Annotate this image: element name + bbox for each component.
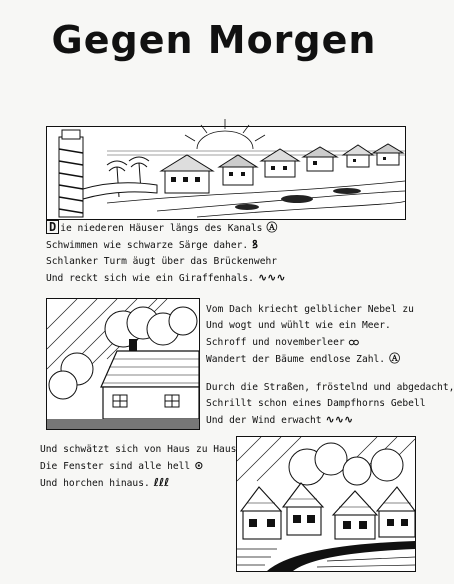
stanza-2-line-1: [206, 302, 414, 318]
stanza-1-line-1: [46, 220, 286, 237]
stanza-4: [40, 442, 236, 492]
drop-cap: D: [46, 220, 59, 234]
line-text: Durch die Straßen, fröstelnd und abgedacht,: [206, 382, 454, 393]
stanza-3: [206, 380, 454, 429]
line-text: Die Fenster sind alle hell: [40, 461, 191, 472]
canal-village-drawing: [47, 127, 405, 219]
ornament-icon: Ⓐ: [389, 352, 401, 365]
stanza-1-line-2: [46, 237, 286, 254]
stanza-1: [46, 220, 286, 287]
line-text: Und horchen hinaus.: [40, 478, 150, 489]
street-houses-drawing: [237, 437, 415, 571]
ornament-icon: ⊙: [194, 459, 204, 472]
line-text: Und schwätzt sich von Haus zu Haus: [40, 444, 237, 455]
stanza-1-line-4: [46, 270, 286, 287]
stanza-4-line-1: [40, 442, 236, 458]
ornament-icon: ℓℓℓ: [153, 476, 170, 489]
illustration-foggy-cottage: [46, 298, 200, 430]
stanza-2-line-2: [206, 318, 414, 334]
line-text: ie niederen Häuser längs des Kanals: [60, 223, 263, 234]
line-text: Schwimmen wie schwarze Särge daher.: [46, 240, 249, 251]
stanza-3-line-2: [206, 396, 454, 412]
ornament-icon: ꝸ: [252, 238, 258, 251]
ornament-icon: ထ: [348, 335, 360, 348]
line-text: Vom Dach kriecht gelblicher Nebel zu: [206, 304, 414, 315]
line-text: Schroff und novemberleer: [206, 337, 345, 348]
stanza-3-line-1: [206, 380, 454, 396]
foggy-cottage-drawing: [47, 299, 199, 429]
ornament-icon: ∿∿∿: [257, 271, 286, 284]
line-text: Schlanker Turm äugt über das Brückenwehr: [46, 256, 278, 267]
stanza-1-line-3: [46, 254, 286, 270]
ornament-icon: Ⓐ: [266, 221, 278, 234]
stanza-2-line-3: [206, 334, 414, 351]
ornament-icon: ∿∿∿: [325, 413, 354, 426]
stanza-2-line-4: [206, 351, 414, 368]
line-text: Und reckt sich wie ein Giraffenhals.: [46, 273, 254, 284]
illustration-street-houses: [236, 436, 416, 572]
line-text: Schrillt schon eines Dampfhorns Gebell: [206, 398, 426, 409]
line-text: Wandert der Bäume endlose Zahl.: [206, 354, 386, 365]
stanza-3-line-3: [206, 412, 454, 429]
stanza-4-line-2: [40, 458, 236, 475]
line-text: Und der Wind erwacht: [206, 415, 322, 426]
stanza-2: [206, 302, 414, 368]
poem-title: Gegen Morgen: [51, 18, 377, 62]
line-text: Und wogt und wühlt wie ein Meer.: [206, 320, 391, 331]
stanza-4-line-3: [40, 475, 236, 492]
illustration-canal-village: [46, 126, 406, 220]
